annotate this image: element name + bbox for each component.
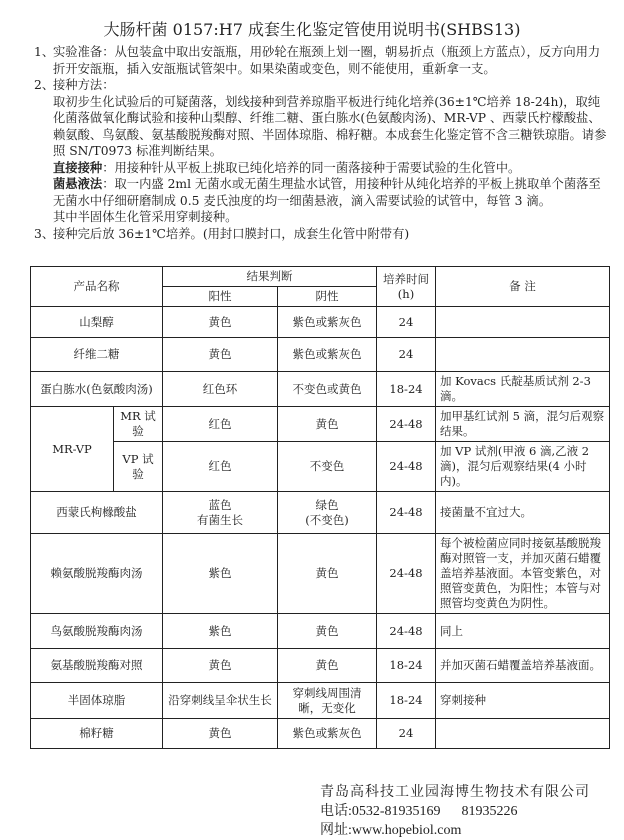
cell-negative: 黄色 xyxy=(278,614,377,649)
section-text: 从包装盒中取出安瓿瓶，用砂轮在瓶颈上划一圈，朝易折点（瓶颈上方蓝点），反方向用力折开安瓿瓶，插入安瓿瓶试管架中。如果染菌或变色，则不能使用，重新拿一支。 xyxy=(53,45,601,76)
footer xyxy=(320,783,620,840)
cell-negative: 不变色或黄色 xyxy=(278,372,377,407)
section-lead: 接种方法： xyxy=(53,78,115,92)
phone: 电话:0532-81935169 81935226 xyxy=(320,804,518,819)
direct-text: ：用接种针从平板上挑取已纯化培养的同一菌落接种于需要试验的生化管中。 xyxy=(102,160,521,175)
cell-negative: 紫色或紫灰色 xyxy=(278,307,377,338)
section-number: 3、 xyxy=(34,226,55,241)
cell-time: 24-48 xyxy=(377,614,436,649)
section-lead: 实验准备： xyxy=(53,45,115,59)
table-row xyxy=(31,683,610,719)
table-row xyxy=(31,407,610,442)
cell-positive: 红色 xyxy=(163,442,278,492)
cell-note: 加 VP 试剂(甲液 6 滴,乙液 2 滴)，混匀后观察结果(4 小时内)。 xyxy=(436,442,610,492)
cell-name: 赖氨酸脱羧酶肉汤 xyxy=(31,534,163,614)
cell-time: 24-48 xyxy=(377,534,436,614)
section-preparation xyxy=(34,44,609,77)
semisolid-note: 其中半固体生化管采用穿刺接种。 xyxy=(53,210,238,224)
table-row xyxy=(31,307,610,338)
cell-positive xyxy=(163,492,278,534)
cell-time: 24-48 xyxy=(377,407,436,442)
header-name: 产品名称 xyxy=(31,267,163,307)
cell-positive: 黄色 xyxy=(163,649,278,683)
cell-negative: 紫色或紫灰色 xyxy=(278,719,377,749)
cell-positive: 黄色 xyxy=(163,307,278,338)
suspension-method xyxy=(34,176,609,209)
section-text: 接种完后放 36±1℃培养。(用封口膜封口，成套生化管中附带有) xyxy=(53,226,410,241)
cell-note: 接菌量不宜过大。 xyxy=(436,492,610,534)
suspension-lead: 菌悬液法 xyxy=(53,176,103,191)
table-row xyxy=(31,649,610,683)
cell-name: 半固体琼脂 xyxy=(31,683,163,719)
website: 网址:www.hopebiol.com xyxy=(320,823,462,838)
cell-time: 24-48 xyxy=(377,492,436,534)
cell-note: 加甲基红试剂 5 滴，混匀后观察结果。 xyxy=(436,407,610,442)
positive-line-2: 有菌生长 xyxy=(197,512,243,527)
cell-note: 同上 xyxy=(436,614,610,649)
cell-negative: 黄色 xyxy=(278,649,377,683)
header-result: 结果判断 xyxy=(163,267,377,287)
cell-negative: 不变色 xyxy=(278,442,377,492)
cell-name: 氨基酸脱羧酶对照 xyxy=(31,649,163,683)
cell-group: MR-VP xyxy=(31,407,114,492)
document-title: 大肠杆菌 0157:H7 成套生化鉴定管使用说明书(SHBS13) xyxy=(103,20,521,39)
cell-name: 棉籽糖 xyxy=(31,719,163,749)
cell-name: 山梨醇 xyxy=(31,307,163,338)
section-incubation xyxy=(34,226,609,243)
table-row xyxy=(31,442,610,492)
cell-time: 24 xyxy=(377,307,436,338)
results-table xyxy=(30,266,610,749)
cell-negative xyxy=(278,492,377,534)
suspension-text: ：取一内盛 2ml 无菌水或无菌生理盐水试管，用接种针从纯化培养的平板上挑取单个菌落至无菌水中仔细研磨制成 0.5 麦氏浊度的均一细菌悬液，滴入需要试验的试管中，每管 3 滴。 xyxy=(53,177,601,208)
positive-line-1: 蓝色 xyxy=(208,497,232,512)
negative-line-2: (不变色) xyxy=(305,512,349,527)
section-inoculation xyxy=(34,77,609,226)
cell-negative: 穿刺线周围清晰，无变化 xyxy=(278,683,377,719)
cell-time: 18-24 xyxy=(377,683,436,719)
header-time xyxy=(377,267,436,307)
cell-note: 加 Kovacs 氏靛基质试剂 2-3 滴。 xyxy=(436,372,610,407)
cell-positive: 红色 xyxy=(163,407,278,442)
direct-lead: 直接接种 xyxy=(53,159,103,175)
cell-name: 纤维二糖 xyxy=(31,338,163,372)
cell-time: 24 xyxy=(377,338,436,372)
cell-positive: 紫色 xyxy=(163,614,278,649)
cell-positive: 红色环 xyxy=(163,372,278,407)
header-note: 备 注 xyxy=(436,267,610,307)
table-row xyxy=(31,338,610,372)
table-header-row xyxy=(31,267,610,287)
header-negative: 阴性 xyxy=(278,287,377,307)
inoculation-paragraph: 取初步生化试验后的可疑菌落，划线接种到营养琼脂平板进行纯化培养(36±1℃培养 18-24h)，取纯化菌落做氧化酶试验和接种山梨醇、纤维二糖、蛋白胨水(色氨酸肉汤)、MR-VP 、西蒙氏柠檬酸盐、赖氨酸、鸟氨酸、氨基酸脱羧酶对照、半固体琼脂、棉籽糖。本成套生化鉴定管不含三糖铁琼脂。请参照 SN/T0973 标准判断结果。 xyxy=(53,94,607,158)
header-time-unit: (h) xyxy=(397,286,415,301)
cell-note xyxy=(436,307,610,338)
section-number: 1、 xyxy=(34,45,55,59)
table-row xyxy=(31,372,610,407)
cell-time: 18-24 xyxy=(377,649,436,683)
cell-negative: 黄色 xyxy=(278,534,377,614)
cell-note xyxy=(436,338,610,372)
cell-note: 每个被检菌应同时接氨基酸脱羧酶对照管一支，并加灭菌石蜡覆盖培养基液面。本管变紫色，对照管变黄色，为阳性；本管与对照管均变黄色为阴性。 xyxy=(436,534,610,614)
cell-time: 18-24 xyxy=(377,372,436,407)
cell-positive: 黄色 xyxy=(163,719,278,749)
cell-positive: 黄色 xyxy=(163,338,278,372)
negative-line-1: 绿色 xyxy=(315,497,339,512)
header-time-label: 培养时间 xyxy=(383,271,429,286)
cell-negative: 黄色 xyxy=(278,407,377,442)
cell-note: 穿刺接种 xyxy=(436,683,610,719)
table-row xyxy=(31,719,610,749)
cell-note xyxy=(436,719,610,749)
direct-inoculation xyxy=(34,160,609,177)
cell-positive: 紫色 xyxy=(163,534,278,614)
cell-time: 24-48 xyxy=(377,442,436,492)
company-name: 青岛高科技工业园海博生物技术有限公司 xyxy=(320,785,590,800)
cell-positive: 沿穿刺线呈伞状生长 xyxy=(163,683,278,719)
header-positive: 阳性 xyxy=(163,287,278,307)
section-number: 2、 xyxy=(34,78,55,92)
cell-note: 并加灭菌石蜡覆盖培养基液面。 xyxy=(436,649,610,683)
cell-name: 鸟氨酸脱羧酶肉汤 xyxy=(31,614,163,649)
cell-name: MR 试验 xyxy=(114,407,163,442)
table-row xyxy=(31,534,610,614)
cell-name: 西蒙氏枸橼酸盐 xyxy=(31,492,163,534)
cell-negative: 紫色或紫灰色 xyxy=(278,338,377,372)
cell-name: 蛋白胨水(色氨酸肉汤) xyxy=(31,372,163,407)
table-row xyxy=(31,614,610,649)
table-row xyxy=(31,492,610,534)
cell-name: VP 试验 xyxy=(114,442,163,492)
cell-time: 24 xyxy=(377,719,436,749)
